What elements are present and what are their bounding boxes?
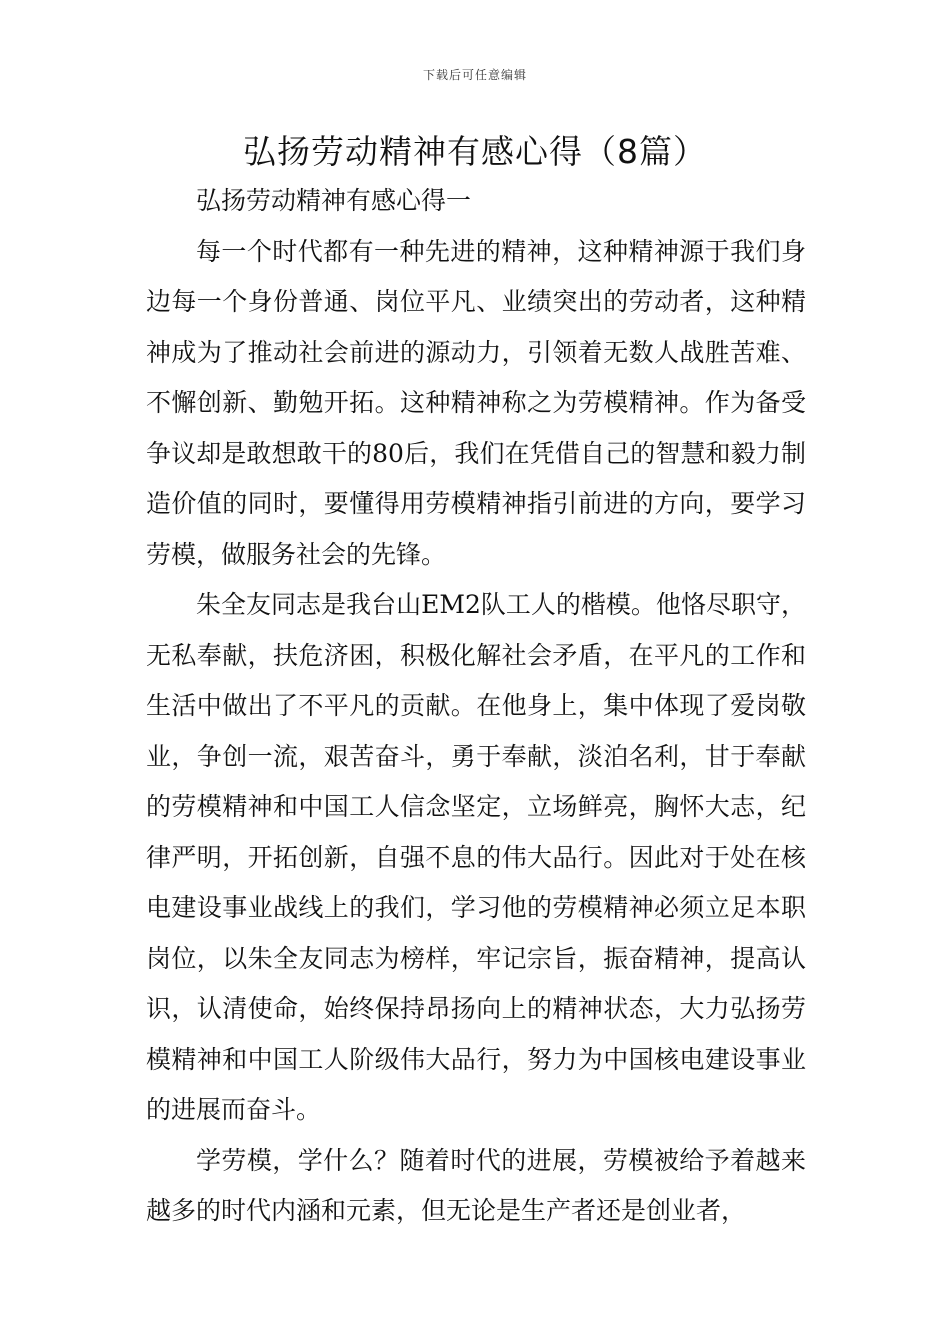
paragraph: 每一个时代都有一种先进的精神，这种精神源于我们身边每一个身份普通、岗位平凡、业绩突出的劳动者，这种精神成为了推动社会前进的源动力，引领着无数人战胜苦难、不懈创新、勤勉开拓。这种精神称之为劳模精神。作为备受争议却是敢想敢干的80后，我们在凭借自己的智慧和毅力制造价值的同时，要懂得用劳模精神指引前进的方向，要学习劳模，做服务社会的先锋。 bbox=[146, 236, 806, 569]
paragraph: 学劳模，学什么？随着时代的进展，劳模被给予着越来越多的时代内涵和元素，但无论是生产者还是创业者， bbox=[146, 1145, 806, 1225]
paragraph: 朱全友同志是我台山EM2队工人的楷模。他恪尽职守，无私奉献，扶危济困，积极化解社会矛盾，在平凡的工作和生活中做出了不平凡的贡献。在他身上，集中体现了爱岗敬业，争创一流，艰苦奋斗，勇于奉献，淡泊名利，甘于奉献的劳模精神和中国工人信念坚定，立场鲜亮，胸怀大志，纪律严明，开拓创新，自强不息的伟大品行。因此对于处在核电建设事业战线上的我们，学习他的劳模精神必须立足本职岗位，以朱全友同志为榜样，牢记宗旨，振奋精神，提高认识，认清使命，始终保持昂扬向上的精神状态，大力弘扬劳模精神和中国工人阶级伟大品行，努力为中国核电建设事业的进展而奋斗。 bbox=[146, 590, 806, 1124]
header-note: 下载后可任意编辑 bbox=[422, 68, 527, 82]
document-title: 弘扬劳动精神有感心得（8篇） bbox=[243, 132, 707, 171]
document-body bbox=[146, 176, 806, 1237]
section-subtitle: 弘扬劳动精神有感心得一 bbox=[196, 186, 472, 215]
